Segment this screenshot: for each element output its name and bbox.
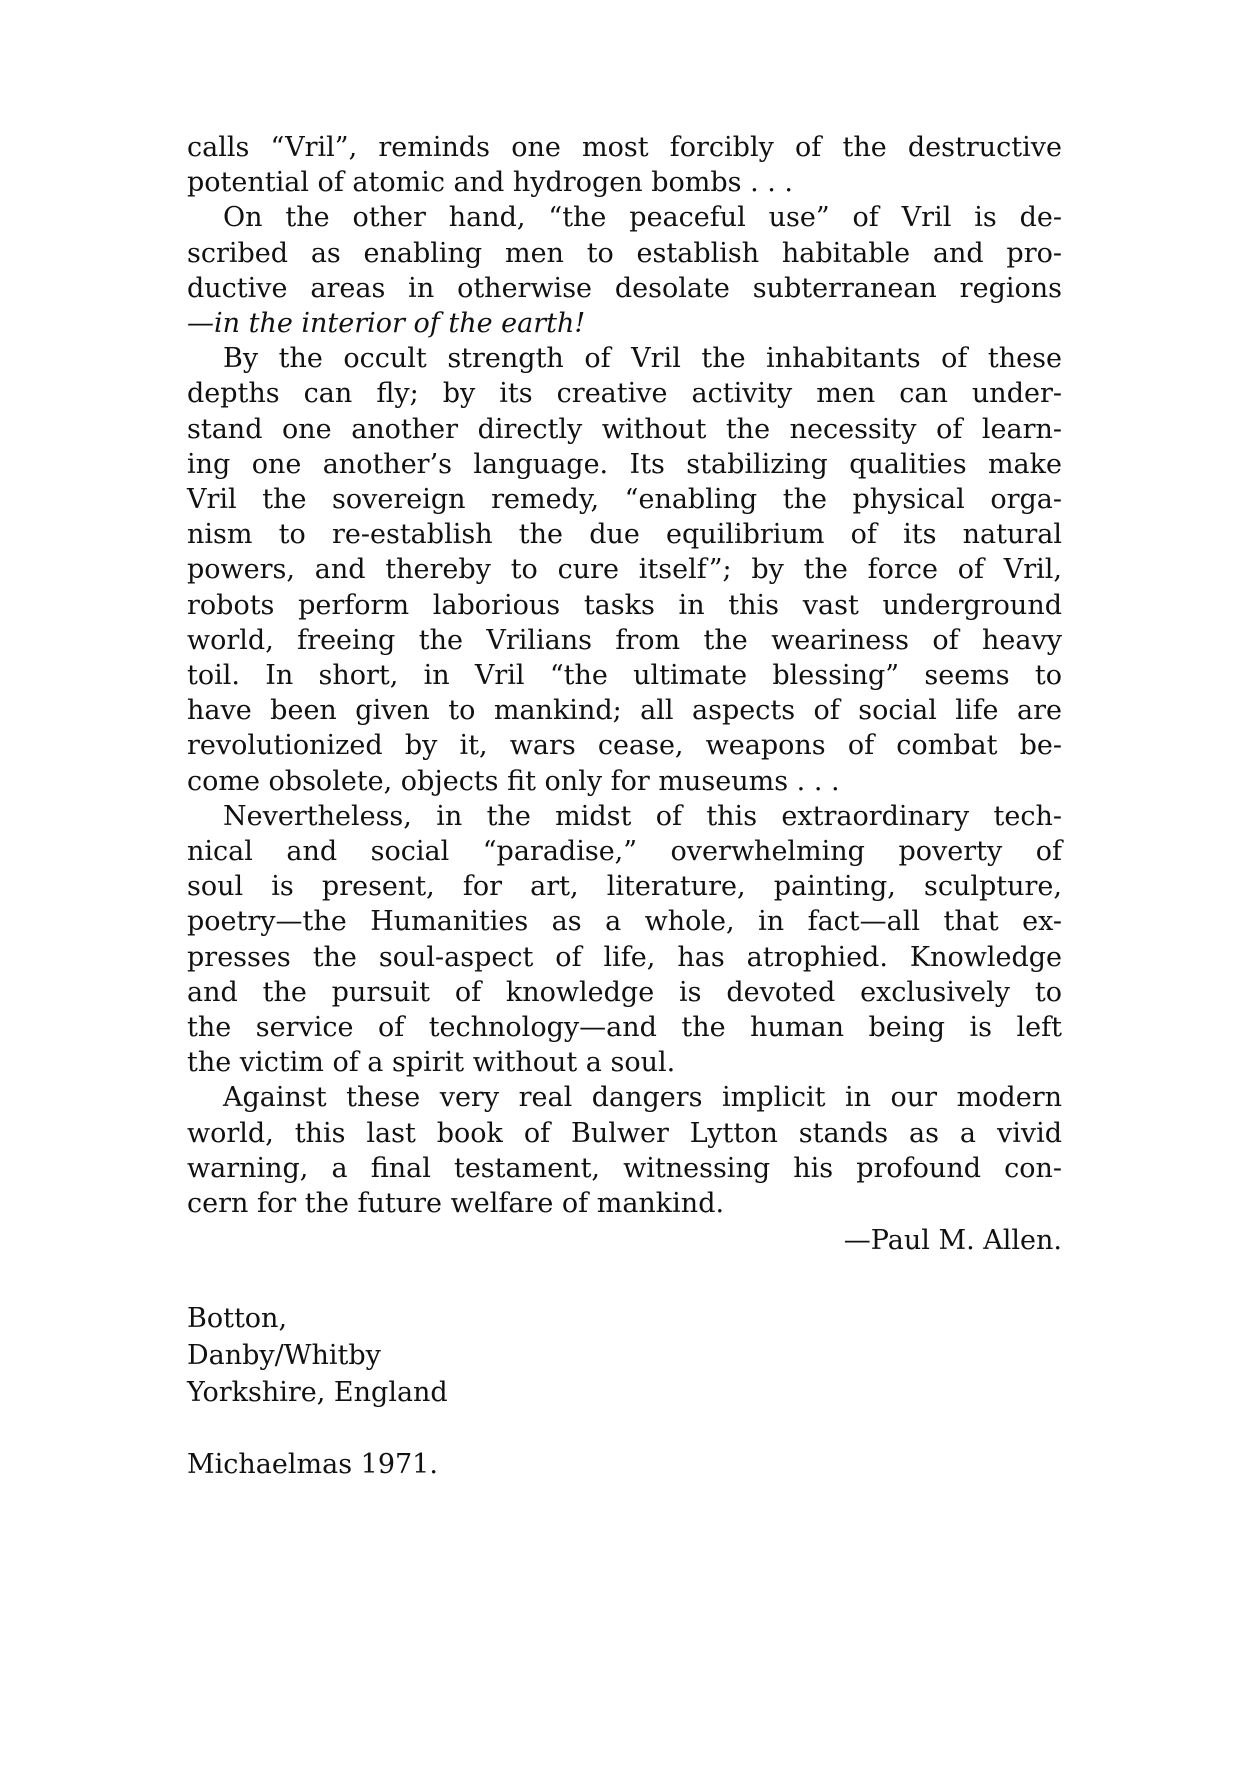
text-line: the service of technology—and the human being is left xyxy=(187,1012,1062,1044)
text-line: Nevertheless, in the midst of this extraordinary tech- xyxy=(223,800,1062,832)
paragraph-occult-strength xyxy=(187,341,1062,799)
text-line: nical and social “paradise,” overwhelming poverty of xyxy=(187,836,1062,868)
text-line: poetry—the Humanities as a whole, in fact—all that ex- xyxy=(187,906,1062,938)
text-line: cern for the future welfare of mankind. xyxy=(187,1188,725,1220)
text-line: Against these very real dangers implicit in our modern xyxy=(223,1082,1062,1114)
text-line: robots perform laborious tasks in this vast underground xyxy=(187,589,1062,621)
paragraph-nevertheless xyxy=(187,799,1062,1081)
text-line: nism to re-establish the due equilibrium of its natural xyxy=(187,519,1062,551)
text-line: Vril the sovereign remedy, “enabling the physical orga- xyxy=(187,484,1062,516)
text-line: soul is present, for art, literature, painting, sculpture, xyxy=(187,871,1062,903)
text-line: —in the interior of the earth! xyxy=(187,308,586,340)
text-line: By the occult strength of Vril the inhabitants of these xyxy=(223,343,1062,375)
date-line: Michaelmas 1971. xyxy=(187,1449,438,1480)
address-line: Danby/Whitby xyxy=(187,1340,381,1371)
text-line: revolutionized by it, wars cease, weapons of combat be- xyxy=(187,730,1062,762)
body-text xyxy=(187,130,1062,1221)
text-line: scribed as enabling men to establish habitable and pro- xyxy=(187,237,1062,269)
text-line: have been given to mankind; all aspects of social life are xyxy=(187,695,1062,727)
text-line: depths can fly; by its creative activity men can under- xyxy=(187,378,1062,410)
text-line: ductive areas in otherwise desolate subterranean regions xyxy=(187,272,1062,304)
text-line: and the pursuit of knowledge is devoted exclusively to xyxy=(187,976,1062,1008)
text-line: On the other hand, “the peaceful use” of Vril is de- xyxy=(223,202,1062,234)
paragraph-peaceful-use xyxy=(187,200,1062,341)
address-line: Botton, xyxy=(187,1303,288,1334)
text-line: the victim of a spirit without a soul. xyxy=(187,1047,676,1079)
text-line: ing one another’s language. Its stabilizing qualities make xyxy=(187,448,1062,480)
text-line: stand one another directly without the necessity of learn- xyxy=(187,413,1062,445)
text-line: potential of atomic and hydrogen bombs . . . xyxy=(187,167,793,199)
text-line: come obsolete, objects fit only for museums . . . xyxy=(187,765,840,797)
text-line: powers, and thereby to cure itself”; by the force of Vril, xyxy=(187,554,1062,586)
author-signature: —Paul M. Allen. xyxy=(843,1225,1062,1256)
address-line: Yorkshire, England xyxy=(187,1377,448,1408)
paragraph-vril-destructive xyxy=(187,130,1062,200)
text-line: world, this last book of Bulwer Lytton stands as a vivid xyxy=(187,1117,1062,1149)
address-block xyxy=(187,1300,448,1411)
text-line: presses the soul-aspect of life, has atrophied. Knowledge xyxy=(187,941,1062,973)
text-line: world, freeing the Vrilians from the weariness of heavy xyxy=(187,624,1062,656)
text-line: toil. In short, in Vril “the ultimate blessing” seems to xyxy=(187,660,1062,692)
text-line: warning, a final testament, witnessing his profound con- xyxy=(187,1152,1062,1184)
paragraph-against-dangers xyxy=(187,1080,1062,1221)
text-line: calls “Vril”, reminds one most forcibly of the destructive xyxy=(187,132,1062,163)
